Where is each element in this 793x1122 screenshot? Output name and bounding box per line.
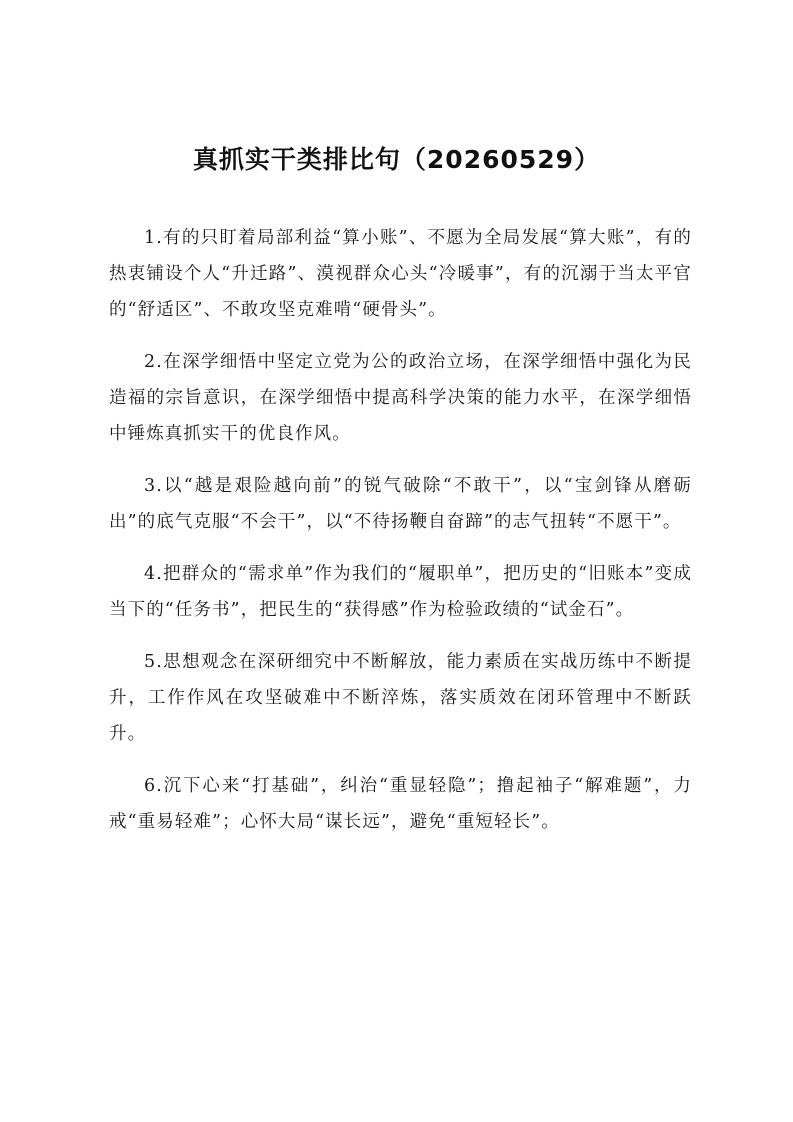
paragraph-5: 5.思想观念在深研细究中不断解放，能力素质在实战历练中不断提升，工作作风在攻坚破难中不断淬炼，落实质效在闭环管理中不断跃升。 <box>109 652 692 744</box>
paragraph-3: 3.以“越是艰险越向前”的锐气破除“不敢干”，以“宝剑锋从磨砺出”的底气克服“不会干”，以“不待扬鞭自奋蹄”的志气扭转“不愿干”。 <box>109 476 692 532</box>
paragraph-2: 2.在深学细悟中坚定立党为公的政治立场，在深学细悟中强化为民造福的宗旨意识，在深学细悟中提高科学决策的能力水平，在深学细悟中锤炼真抓实干的优良作风。 <box>109 352 692 444</box>
paragraph-6: 6.沉下心来“打基础”，纠治“重显轻隐”；撸起袖子“解难题”，力戒“重易轻难”；心怀大局“谋长远”，避免“重短轻长”。 <box>109 776 692 832</box>
paragraph-1: 1.有的只盯着局部利益“算小账”、不愿为全局发展“算大账”，有的热衷铺设个人“升迁路”、漠视群众心头“冷暖事”，有的沉溺于当太平官的“舒适区”、不敢攻坚克难啃“硬骨头”。 <box>109 228 692 320</box>
paragraph-4: 4.把群众的“需求单”作为我们的“履职单”，把历史的“旧账本”变成当下的“任务书”，把民生的“获得感”作为检验政绩的“试金石”。 <box>109 564 692 620</box>
document-title: 真抓实干类排比句（20260529） <box>192 145 601 174</box>
document-body <box>109 220 692 856</box>
